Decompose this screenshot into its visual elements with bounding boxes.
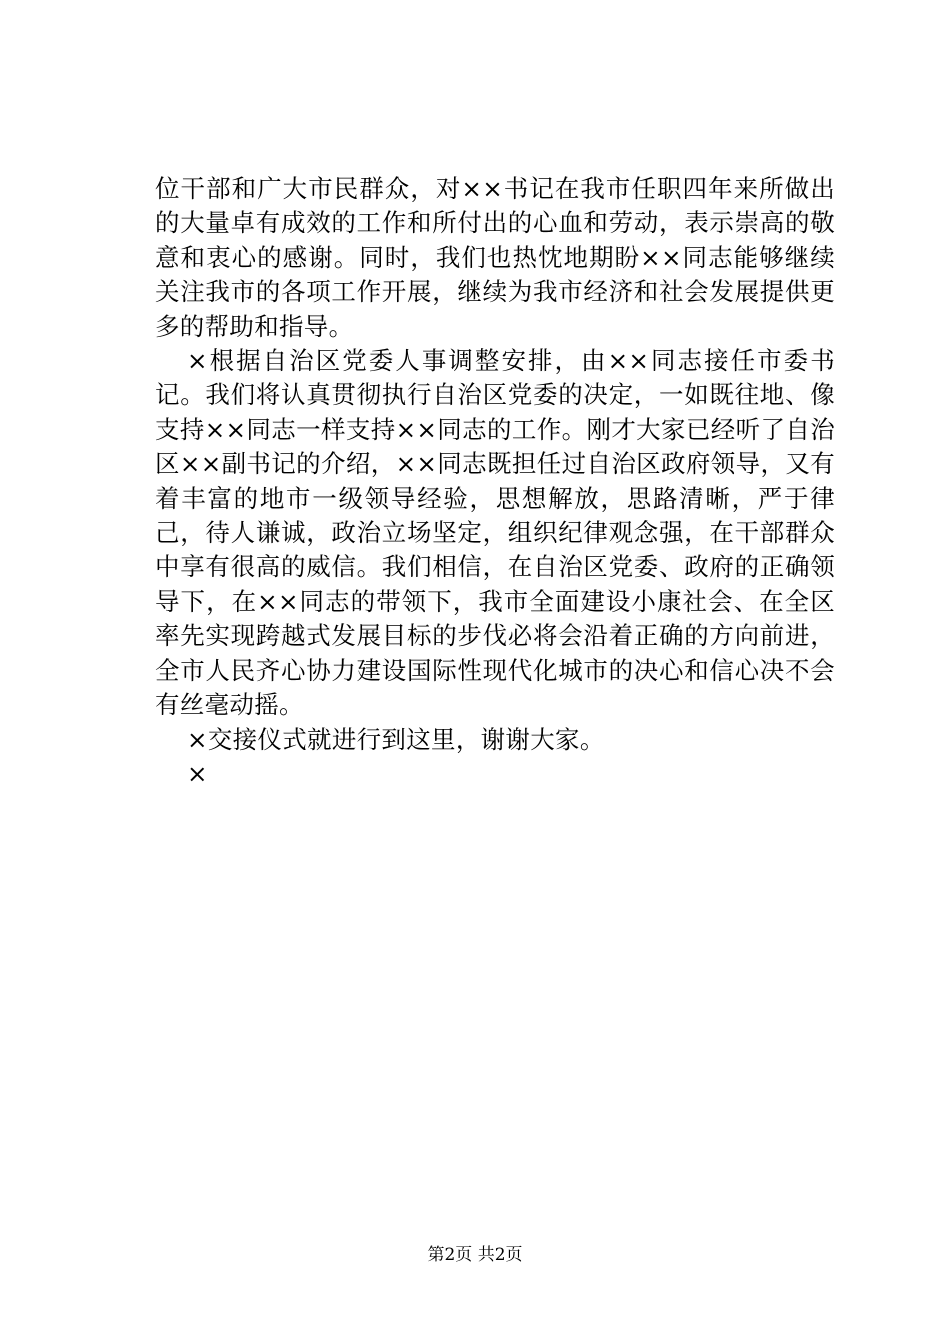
paragraph-4: ×	[187, 758, 208, 788]
paragraph-2: ×根据自治区党委人事调整安排，由××同志接任市委书记。我们将认真贯彻执行自治区党委的决定，一如既往地、像支持××同志一样支持××同志的工作。刚才大家已经听了自治区××副书记的介绍，××同志既担任过自治区政府领导，又有着丰富的地市一级领导经验，思想解放，思路清晰，严于律己，待人谦诚，政治立场坚定，组织纪律观念强，在干部群众中享有很高的威信。我们相信，在自治区党委、政府的正确领导下，在××同志的带领下，我市全面建设小康社会、在全区率先实现跨越式发展目标的步伐必将会沿着正确的方向前进，全市人民齐心协力建设国际性现代化城市的决心和信心决不会有丝毫动摇。	[155, 346, 835, 720]
paragraph-1: 位干部和广大市民群众，对××书记在我市任职四年来所做出的大量卓有成效的工作和所付出的心血和劳动，表示崇高的敬意和衷心的感谢。同时，我们也热忱地期盼××同志能够继续关注我市的各项工作开展，继续为我市经济和社会发展提供更多的帮助和指导。	[155, 174, 835, 341]
paragraph-3: ×交接仪式就进行到这里，谢谢大家。	[187, 724, 605, 754]
page-number-footer: 第2页 共2页	[427, 1245, 523, 1265]
document-body	[155, 172, 835, 791]
